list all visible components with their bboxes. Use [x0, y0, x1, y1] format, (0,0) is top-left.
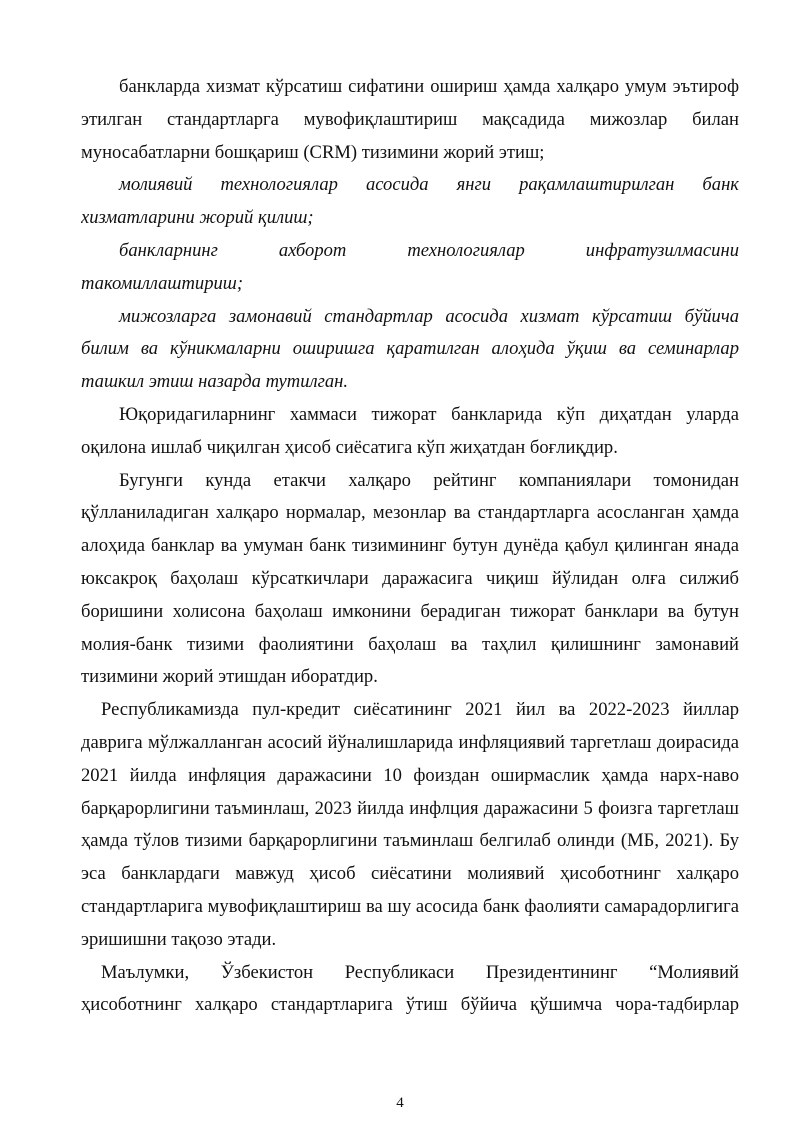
paragraph-rating-agencies: [81, 465, 739, 695]
text-line: молиявий технологиялар асосида янги рақамлаштирилган банк: [119, 174, 739, 196]
text-line: Юқоридагиларнинг хаммаси тижорат банкларида кўп диҳатдан уларда: [119, 403, 739, 425]
paragraph-monetary-policy: [81, 694, 739, 956]
text-line: банкларда хизмат кўрсатиш сифатини ошириш ҳамда халқаро умум эътироф: [119, 76, 739, 97]
text-line: ҳамда тўлов тизими барқарорлигини таъминлаш белгилаб олинди (МБ, 2021). Бу: [81, 830, 739, 852]
text-line: молия-банк тизими фаолиятини баҳолаш ва таҳлил қилишнинг замонавий: [81, 633, 739, 655]
text-line: даврига мўлжалланган асосий йўналишларида инфляциявий таргетлаш доирасида: [81, 731, 739, 753]
text-line: Бугунги кунда етакчи халқаро рейтинг компаниялари томонидан: [119, 469, 739, 491]
text-line: Маълумки, Ўзбекистон Республикаси Президентининг “Молиявий: [101, 961, 739, 983]
text-line: қўлланиладиган халқаро нормалар, мезонлар ва стандартларга асосланган ҳамда: [81, 502, 739, 524]
text-line: мижозларга замонавий стандартлар асосида хизмат кўрсатиш бўйича: [119, 305, 739, 327]
text-line: хизматларини жорий қилиш;: [81, 207, 314, 229]
text-line: этилган стандартларга мувофиқлаштириш мақсадида мижозлар билан: [81, 108, 739, 130]
paragraph-it-infrastructure: [81, 235, 739, 301]
page-body: [81, 71, 739, 1022]
paragraph-digital-services: [81, 169, 739, 235]
text-line: эришишни тақозо этади.: [81, 928, 277, 950]
page-number: 4: [396, 1095, 404, 1111]
text-line: алоҳида банклар ва умуман банк тизимининг бутун дунёда қабул қилинган янада: [81, 535, 739, 557]
text-line: боришини холисона баҳолаш имконини берадиган тижорат банклари ва бутун: [81, 600, 739, 622]
paragraph-accounting-policy: [81, 399, 739, 465]
paragraph-training: [81, 301, 739, 399]
text-line: барқарорлигини таъминлаш, 2023 йилда инфлция даражасини 5 фоизга таргетлаш: [81, 797, 739, 819]
text-line: билим ва кўникмаларни оширишга қаратилган алоҳида ўқиш ва семинарлар: [81, 338, 739, 360]
text-line: юксакроқ баҳолаш кўрсаткичлари даражасига чиқиш йўлидан олға силжиб: [81, 567, 739, 589]
text-line: банкларнинг ахборот технологиялар инфратузилмасини: [119, 239, 739, 261]
text-line: оқилона ишлаб чиқилган ҳисоб сиёсатига кўп жиҳатдан боғлиқдир.: [81, 436, 618, 458]
text-line: стандартларига мувофиқлаштириш ва шу асосида банк фаолияти самарадорлигига: [81, 895, 739, 917]
text-line: муносабатларни бошқариш (CRM) тизимини жорий этиш;: [81, 141, 545, 163]
text-line: ҳисоботнинг халқаро стандартларига ўтиш бўйича қўшимча чора-тадбирлар: [81, 994, 739, 1016]
paragraph-presidential-decree: [81, 957, 739, 1023]
text-line: ташкил этиш назарда тутилган.: [81, 371, 349, 393]
text-line: такомиллаштириш;: [81, 272, 244, 294]
text-line: тизимини жорий этишдан иборатдир.: [81, 666, 378, 688]
text-line: эса банклардаги мавжуд ҳисоб сиёсатини молиявий ҳисоботнинг халқаро: [81, 863, 739, 885]
paragraph-crm: [81, 71, 739, 169]
text-line: Республикамизда пул-кредит сиёсатининг 2021 йил ва 2022-2023 йиллар: [101, 699, 739, 721]
text-line: 2021 йилда инфляция даражасини 10 фоиздан оширмаслик ҳамда нарх-наво: [81, 764, 739, 786]
